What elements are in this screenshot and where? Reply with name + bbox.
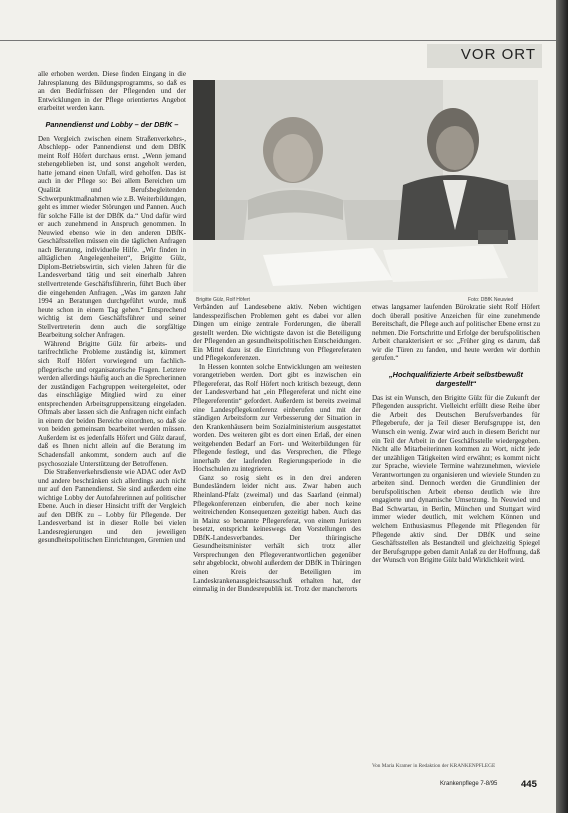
header-rule	[0, 40, 556, 41]
photo-credit: Foto: DBfK Neuwied	[468, 297, 514, 303]
body-paragraph: Das ist ein Wunsch, den Brigitte Gülz für die Zukunft der Pflegenden ausspricht. Vielleicht erfüllt diese Reihe über die Arbeit des Deutschen Berufsverbandes für Pflegeberufe, der ja Teil dieser Berufsgruppe ist, den Wunsch ein wenig. Zwar wird auch in diesem Bericht nur ein Teil der Arbeit in der Geschäftsstelle wiedergegeben. Nicht alle Mitarbeiterinnen kommen zu Wort, nicht jede der unzähligen Tätigkeiten wird erwähnt; es kommt nicht zur Sprache, wieviele Termine wahrzunehmen, wieviele Verantwortungen zu organisieren und wieviele Stunden zu arbeiten sind. Dennoch werden die Grundlinien der berufspolitischen Arbeit ebenso deutlich wie ihre engagierte und dynamische Umsetzung. In Neuwied und Bad Schwartau, in Berlin, München und Stuttgart wird immer wieder deutlich, mit welchem Können und welchem Enthusiasmus Pflegende mit Pflegenden für Pflegende aktiv sind. Der DBfK und seine Geschäftsstellen als Bestandteil und gleichzeitig Spiegel der Berufsgruppe geben damit Anlaß zu der Hoffnung, daß der Wunsch von Brigitte Gülz bald Wirklichkeit wird.	[372, 393, 540, 565]
section-title: VOR ORT	[460, 46, 536, 63]
body-paragraph: Verbänden auf Landesebene aktiv. Neben wichtigen landesspezifischen Problemen geht es dabei vor allen Dingen um einige zentrale Forderungen, die überall gestellt werden. Die wichtigste davon ist die Beteiligung der Pflegenden an gesundheitspolitischen Entscheidungen. Ein Mittel dazu ist die Einrichtung von Pflegereferaten und Pflegekonferenzen.	[193, 303, 361, 363]
subheading-hochqualifiziert: „Hochqualifizierte Arbeit selbstbewußt dargestellt“	[389, 369, 523, 388]
column-2	[193, 303, 361, 594]
intro-paragraph: alle erhoben werden. Diese finden Eingang in die Jahresplanung des Bildungsprogramms, so daß es an den Bedürfnissen der Pflegenden und der Entwicklungen in der Pflege orientiertes Angebot erarbeitet werden kann.	[38, 70, 186, 113]
body-paragraph: Während Brigitte Gülz für arbeits- und tarifrechtliche Probleme zuständig ist, kümmert sich Rolf Höfert vorwiegend um fachlich-pflegerische und organisatorische Fragen. Letztere werden allerdings häufig auch an die Sprecherinnen der zuständigen Fachgruppen weitergeleitet, oder das einschlägige Mitglied wird zu einer entsprechenden Arbeitsgruppensitzung eingeladen. Oftmals aber lassen sich die Anfragen nicht einfach in einem der beiden Bereiche einordnen, so daß sie von beiden gemeinsam bearbeitet werden müssen. Außerdem ist es jedenfalls Höfert und Gülz darauf, daß es Ihnen nicht allein auf die Beratung im Schadensfall ankommt, sondern auch auf die psychosoziale Unterstützung der Betroffenen.	[38, 339, 186, 468]
column-3	[372, 303, 540, 565]
column-1	[38, 70, 186, 545]
photo-portrait	[193, 80, 538, 292]
page-number: 445	[521, 779, 537, 790]
journal-issue: Krankenpflege 7-8/95	[440, 781, 498, 787]
body-paragraph: Den Vergleich zwischen einem Straßenverkehrs-, Abschlepp- oder Pannendienst und dem DBfK meint Rolf Höfert durchaus ernst. „Wenn jemand stehengeblieben ist, und sonst angeholt werden, hatte jemand einen Unfall, wird geholfen. Das ist auch in der Pflege so: Bei allem Bereichen um Qualität und Berufsbegleitenden Schwerpunktmaßnahmen wie z.B. Weiterbildungen, geht es immer wieder Störungen und Pannen. Auch für solche Fälle ist der DBfK da.“ Und dafür wird er auch zunehmend in Anspruch genommen. In Neuwied ebenso wie in den anderen DBfK-Geschäftsstellen müssen ein die täglichen Anfragen nach Beratung, individuelle Hilfe. „Wir finden in alltäglichen Angelegenheiten“, Brigitte Gülz, Diplom-Betriebswirtin, sich vielen Jahren für die Landesverband tätig und seit einerhalb Jahren stellvertretende Geschäftsführerin, führt Buch über die eingehenden Anfragen. „Was im ganzen Jahr 1994 an Beratungen durchgeführt wurde, muß heute schon in einem Tag gehen.“ Entsprechend wichtig ist dem Geschäftsführer und seiner Stellvertreterin denn auch die sorgfältige Bearbeitung solcher Anfragen.	[38, 134, 186, 340]
body-paragraph: In Hessen konnten solche Entwicklungen am weitesten vorangetrieben werden. Dort gibt es inzwischen ein Pflegereferat, das Rolf Höfert noch kritisch bezeugt, denn der Landesverband hat „ein Pflegereferat und nicht eine Pflegereferentin“ gefordert. Außerdem ist bereits zweimal eine Landespflegekonferenz einberufen und mit der ständigen Arbeitsform zur Verbesserung der Situation in den Krankenhäusern beim Sozialministerium ausgestattet worden. Des weiteren gibt es dort einen Erlaß, der einen weitgehenden Bedarf an Fort- und Weiterbildungen für Pflegende festlegt, und das Versprechen, die Pflege innerhalb der laufenden Regierungsperiode in die Hochschulen zu integrieren.	[193, 362, 361, 474]
body-paragraph: Ganz so rosig sieht es in den drei anderen Bundesländern leider nicht aus. Zwar haben auch Rheinland-Pfalz (zweimal) und das Saarland (einmal) Pflegekonferenzen einberufen, die aber noch keine weitreichenden Konsequenzen gezeitigt haben. Auch das in Mainz so benannte Pflegereferat, von einem Juristen besetzt, entspricht keineswegs den Vorstellungen des DBfK-Landesverbandes. Der thüringische Gesundheitsminister verhält sich trotz aller Versprechungen den Pflegeverantwortlichen gegenüber sehr abgeblockt, obwohl außerdem der DBfK in Thüringen einen Kreis der Beteiligten im Landeskrankenausgleichsausschuß erhalten hat, der einmalig in der Bundesrepublik ist. Trotz der mancherorts	[193, 473, 361, 594]
page-edge-shadow	[556, 0, 568, 813]
body-paragraph: Die Straßenverkehrsdienste wie ADAC oder AvD und andere beschränken sich allerdings auch nicht nur auf den Pannendienst. Sie sind außerdem eine wichtige Lobby der Autofahrerinnen auf politischer Ebene. Auch in dieser Hinsicht trifft der Vergleich auf den DBfK zu – Lobby für Pflegende. Der Landesverband ist in dieser Rolle bei vielen Landesregierungen und den jeweiligen gesundheitspolitischen Einrichtungen, Gremien und	[38, 468, 186, 545]
body-paragraph: etwas langsamer laufenden Bürokratie sieht Rolf Höfert doch überall positive Anzeichen für eine zunehmende Bereitschaft, die Pflege auch auf politischer Ebene ernst zu nehmen. Die Fortschritte und Erfolge der berufspolitischen Arbeit charakterisiert er so: „Früher ging es darum, daß wir die Türen zu fanden, und heute werden wir dorthin gerufen.“	[372, 303, 540, 363]
photo-caption-left: Brigitte Gülz, Rolf Höfert	[196, 297, 250, 303]
subheading-pannendienst: Pannendienst und Lobby – der DBfK –	[45, 119, 179, 129]
author-note: Von Maria Kramer in Redaktion der KRANKENPFLEGE	[372, 763, 496, 769]
photo-image	[193, 80, 538, 292]
